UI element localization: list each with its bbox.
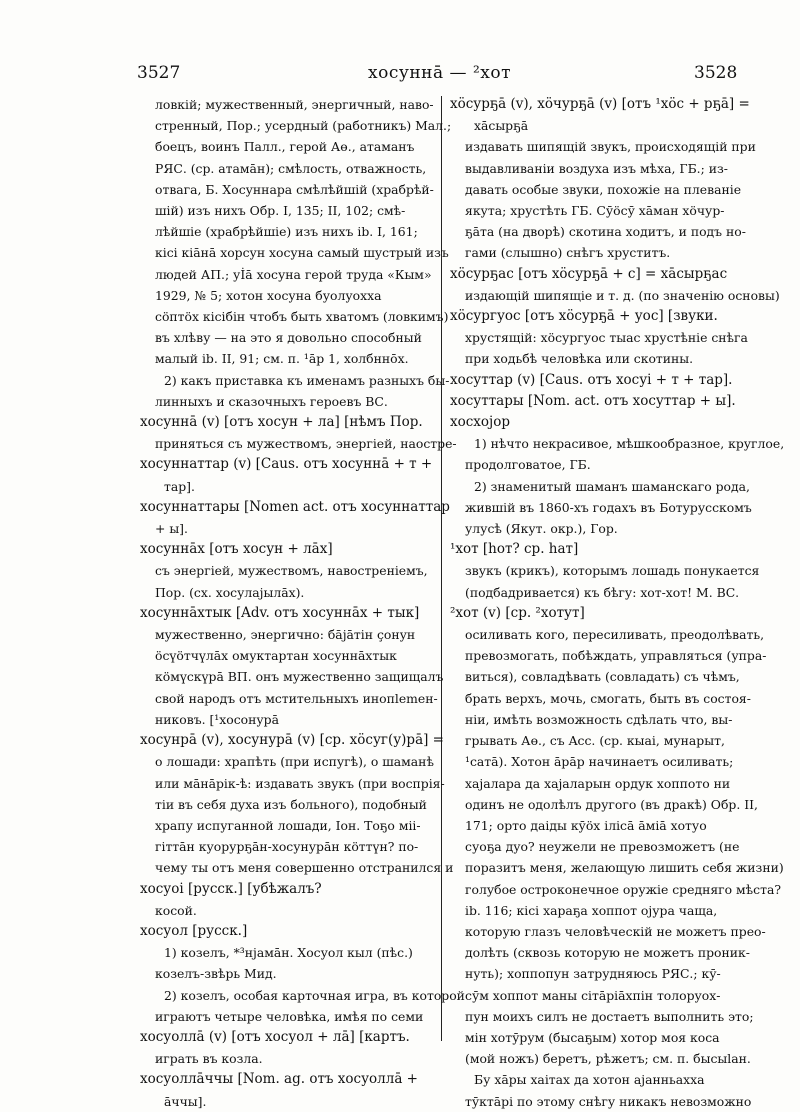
entry-text-line: ловкій; мужественный, энергичный, наво- — [155, 97, 434, 112]
entry-text-line: ніи, имѣть возможность сдѣлать что, вы- — [465, 711, 733, 727]
entry-text-line: мін хотӯрум (бысаҕым) хотор моя коса — [465, 1029, 720, 1045]
entry-text-line: тар]. — [164, 478, 195, 494]
entry-text-line: тіи въ себя духа изъ больного), подобный — [155, 796, 427, 812]
entry-text-line: Бу хāры хаітах да хотон ајанньаххa — [474, 1072, 705, 1088]
entry-text-line: отвага, Б. Хосуннара смѣлѣйшій (храбрѣй- — [155, 181, 434, 197]
entry-text-line: кöмүскүрā ВП. онъ мужественно защищалъ — [155, 669, 444, 685]
entry-text-line: приняться съ мужествомъ, энергіей, наостре- — [155, 436, 457, 452]
entry-text-line: ҕāта (на дворѣ) скотина ходитъ, и подъ но- — [465, 224, 746, 240]
running-title: хосуннā — ²хот — [368, 63, 511, 83]
page-header — [0, 0, 800, 83]
entry-text-line: звукъ (крикъ), которымъ лошадь понукается — [465, 563, 760, 579]
entry-text-line: + ы]. — [155, 521, 188, 537]
entry-text-line: или мāнāрік-ѣ: издавать звукъ (при воспрія- — [155, 775, 445, 791]
entry-headword-line: хосуттар (v) [Caus. отъ хосуі + т + тар]. — [450, 371, 733, 388]
entry-text-line: храпу испуганной лошади, Іон. Тоҕо міі- — [155, 817, 421, 833]
entry-text-line: нуть); хоппопун затрудняюсь РЯС.; кӯ- — [465, 966, 721, 982]
page-number-left: 3527 — [137, 63, 181, 83]
entry-text-line: шій) изъ нихъ Обр. I, 135; II, 102; смѣ- — [155, 203, 406, 219]
entry-text-line: косой. — [155, 902, 197, 918]
entry-text-line: одинъ не одолѣлъ другого (въ дракѣ) Обр. II, — [465, 796, 758, 812]
entry-text-line: въ хлѣву — на это я довольно способный — [155, 330, 422, 346]
entry-text-line: при ходьбѣ человѣка или скотины. — [465, 351, 694, 367]
entry-text-line: 2) знаменитый шаманъ шаманскаго рода, — [474, 478, 750, 494]
entry-text-line: выдавливаніи воздуха изъ мѣха, ГБ.; из- — [465, 160, 728, 176]
entry-headword-line: ²хот (v) [ср. ²хотут] — [450, 604, 585, 621]
entry-text-line: долѣть (сквозь которую не можетъ проник- — [465, 945, 750, 961]
entry-text-line: тӯктāрі по этому снѣгу никакъ невозможно — [465, 1093, 752, 1109]
entry-text-line: съ энергіей, мужествомъ, навостреніемъ, — [155, 563, 428, 579]
entry-text-line: виться), совладѣвать (совладать) съ чѣмъ, — [465, 669, 740, 685]
entry-headword-line: хосуннāхтык [Adv. отъ хосуннāх + тык] — [140, 604, 420, 621]
entry-text-line: издавать шипящій звукъ, происходящій при — [465, 139, 756, 155]
entry-text-line: издающій шипящіе и т. д. (по значенію основы) — [465, 287, 780, 303]
page-number-right: 3528 — [694, 63, 738, 83]
entry-headword-line: хосуннāх [отъ хосун + лāх] — [140, 541, 333, 558]
entry-text-line: (подбадривается) къ бѣгу: хот-хот! М. ВС. — [465, 584, 740, 600]
entry-text-line: öсүöтчүлāх омуктартан хосуннāхтык — [155, 648, 397, 664]
entry-text-line: продолговатое, ГБ. — [465, 457, 591, 473]
entry-text-line: голубое остроконечное оружіе средняго мѣста? — [465, 881, 781, 897]
entry-text-line: гіттāн куорурҕāн-хосунурāн кöттүн? по- — [155, 839, 419, 855]
entry-text-line: якута; хрустѣть ГБ. Сӯöсӯ хāман хöчур- — [465, 203, 725, 219]
entry-text-line: поразитъ меня, желающую лишить себя жизни) — [465, 860, 784, 876]
entry-headword-line: хосуоллā (v) [отъ хосуол + лā] [картъ. — [140, 1028, 410, 1045]
entry-text-line: которую глазъ человѣческій не можетъ прео- — [465, 923, 766, 939]
entry-text-line: играютъ четыре человѣка, имѣя по семи — [155, 1008, 424, 1024]
entry-text-line: линныхъ и сказочныхъ героевъ ВС. — [155, 393, 388, 409]
entry-text-line: ib. 116; кісі хараҕа хоппот ојура чаща, — [465, 902, 718, 918]
entry-headword-line: хосуоллāччы [Nom. ag. отъ хосуоллā + — [140, 1071, 418, 1088]
entry-text-line: пун моихъ силъ не достаетъ выполнить это; — [465, 1008, 754, 1024]
entry-text-line: 171; орто даіды кӯöх ілісā āміā хотуо — [465, 817, 707, 833]
entry-text-line: брать верхъ, мочь, смогать, быть въ состоя- — [465, 690, 751, 706]
right-column — [450, 94, 785, 1112]
entry-text-line: грывать Аө., съ Acc. (ср. кыаі, мунарыт, — [465, 733, 725, 749]
entry-text-line: сӯм хоппот маны сітāріāхпін толоруох- — [465, 987, 721, 1003]
entry-text-line: 1) нѣчто некрасивое, мѣшкообразное, круглое, — [474, 436, 785, 452]
entry-text-line: стренный, Пор.; усердный (работникъ) Мал.; — [155, 118, 452, 134]
entry-text-line: 1929, № 5; хотон хосуна буолуохха — [155, 287, 382, 303]
entry-text-line: улусѣ (Якут. окр.), Гор. — [465, 521, 618, 537]
entry-text-line: хрустящій: хöсургуос тыас хрустѣніе снѣга — [465, 330, 748, 346]
entry-text-line: свой народъ отъ мстительныхъ инопlemен- — [155, 690, 438, 706]
entry-text-line: 1) козелъ, *³нjамāн. Хосуол кыл (пѣс.) — [164, 945, 413, 961]
entry-text-line: людей АП.; уİā хосуна герой труда «Кым» — [155, 266, 432, 282]
entry-headword-line: хосуол [русск.] — [140, 922, 248, 939]
entry-headword-line: хосхојор — [450, 414, 510, 431]
entry-text-line: (мой ножъ) беретъ, рѣжетъ; см. п. бысыlан. — [465, 1051, 751, 1067]
entry-text-line: суоҕа дуо? неужели не превозможетъ (не — [465, 839, 740, 855]
entry-text-line: РЯС. (ср. атамāн); смѣлость, отважность, — [155, 160, 427, 176]
entry-headword-line: хöсурҕā (v), хöчурҕā (v) [отъ ¹хöс + рҕā] = — [450, 96, 750, 112]
entry-text-line: 2) какъ приставка къ именамъ разныхъ бы- — [164, 372, 450, 388]
entry-text-line: боецъ, воинъ Палл., герой Аө., атаманъ — [155, 139, 415, 155]
entry-headword-line: хосуннā (v) [отъ хосун + ла] [нѣмъ Пор. — [140, 414, 423, 431]
entry-text-line: играть въ козла. — [155, 1051, 263, 1067]
entry-headword-line: хосуттары [Nom. act. отъ хосуттар + ы]. — [450, 392, 736, 409]
entry-text-line: сöптöх кісібін чтобъ быть хватомъ (ловкимъ) — [155, 309, 449, 325]
entry-text-line: давать особые звуки, похожіе на плеваніе — [465, 181, 742, 197]
left-column — [140, 94, 465, 1112]
entry-text-line: о лошади: храпѣть (при испугѣ), о шаманѣ — [155, 754, 434, 770]
entry-text-line: Пор. (сх. хосулаjылāх). — [155, 584, 305, 600]
entry-text-line: малый ib. II, 91; см. п. ¹āр 1, холбннōх. — [155, 351, 409, 367]
entry-headword-line: ¹хот [hот? ср. hат] — [450, 541, 579, 558]
entry-text-line: чему ты отъ меня совершенно отстранился и — [155, 860, 454, 876]
entry-headword-line: хосуннаттар (v) [Caus. отъ хосуннā + т + — [140, 456, 433, 473]
entry-headword-line: хöсурҕас [отъ хöсурҕā + с] = хāсырҕас — [450, 265, 728, 282]
entry-headword-line: хосуннаттары [Nomen act. отъ хосуннаттар — [140, 498, 450, 515]
entry-text-line: āччы]. — [164, 1093, 207, 1109]
entry-text-line: превозмогать, побѣждать, управляться (упра- — [465, 648, 767, 664]
entry-text-line: кісі кіāнā хорсун хосуна самый шустрый изъ — [155, 245, 449, 261]
entry-text-line: жившій въ 1860-хъ годахъ въ Ботурусскомъ — [465, 499, 752, 515]
entry-text-line: никовъ. [¹хосонурā — [155, 711, 279, 727]
entry-headword-line: хöсургуос [отъ хöсурҕā + уос] [звуки. — [450, 308, 718, 325]
entry-text-line: мужественно, энергично: бājāтін ҫонун — [155, 627, 416, 643]
entry-text-line: козелъ-звѣрь Мид. — [155, 966, 277, 982]
entry-text-line: хајалара да хајаларын ордук хоппото ни — [465, 775, 731, 791]
entry-text-line: лѣйшіе (храбрѣйшіе) изъ нихъ ib. I, 161; — [155, 224, 418, 240]
entry-text-line: гами (слышно) снѣгъ хруститъ. — [465, 245, 671, 261]
entry-text-line: осиливать кого, пересиливать, преодолѣвать, — [465, 627, 765, 643]
entry-text-line: ¹сатā). Хотон āрāр начинаетъ осиливать; — [465, 754, 734, 770]
entry-headword-line: хосунрā (v), хосунурā (v) [ср. хöсуг(у)рā] = — [140, 732, 444, 749]
column-divider — [441, 96, 442, 1041]
entry-text-line: хāсырҕā — [474, 118, 529, 134]
entry-headword-line: хосуоі [русск.] [убѣжалъ? — [140, 880, 322, 897]
entry-text-line: 2) козелъ, особая карточная игра, въ которой — [164, 987, 465, 1003]
